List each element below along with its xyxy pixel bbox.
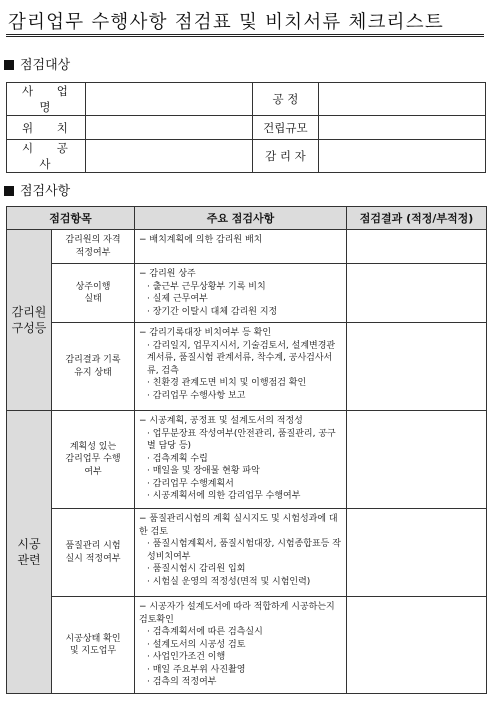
page-title: 감리업무 수행사항 점검표 및 비치서류 체크리스트 — [8, 12, 444, 33]
check-point: · 출근부 근무상황부 기록 비치 — [147, 281, 266, 292]
result-cell[interactable] — [347, 411, 487, 509]
check-table — [6, 206, 487, 694]
check-point: · 친환경 관계도면 비치 및 이행점검 확인 — [147, 378, 307, 388]
title-bar — [6, 6, 484, 37]
table-row — [7, 323, 487, 411]
table-row — [7, 597, 487, 694]
check-item-cell: 상주이행 실태 — [52, 264, 135, 323]
table-row — [7, 83, 486, 116]
main-points-cell — [135, 230, 347, 264]
value-cell-contractor[interactable] — [85, 140, 252, 173]
check-point: · 검측계획 수립 — [147, 453, 208, 464]
main-points-cell — [135, 411, 347, 509]
check-point: · 감리일지, 업무지시서, 기술검토서, 설계변경관계서류, 품질시험 관계서류, 착수계, 공사검사서류, 검측 — [147, 340, 336, 376]
header-check-item: 점검항목 — [7, 207, 135, 230]
check-point: · 품질시험시 감리원 입회 — [147, 564, 246, 574]
label-cell: 감 리 자 — [252, 140, 319, 173]
result-cell[interactable] — [347, 323, 487, 411]
section-heading-target — [4, 54, 70, 73]
result-cell[interactable] — [347, 230, 487, 264]
check-point: · 검측의 적정여부 — [147, 677, 217, 687]
result-cell[interactable] — [347, 264, 487, 323]
section-title: 점검대상 — [20, 58, 71, 73]
check-point: · 실제 근무여부 — [147, 294, 208, 304]
check-item-cell: 감리결과 기록 유지 상태 — [52, 323, 135, 411]
check-point: · 감리업무 수행계획서 — [147, 478, 234, 489]
check-point: · 감리업무 수행사항 보고 — [147, 390, 246, 401]
check-point: · 설계도서의 시공성 검토 — [147, 639, 246, 650]
check-item-cell: 품질관리 시험 실시 적정여부 — [52, 509, 135, 597]
result-cell[interactable] — [347, 509, 487, 597]
check-point: · 매일을 및 장애물 현황 파악 — [147, 466, 260, 476]
header-row — [7, 207, 487, 230]
check-point: · 매일 주요부위 사진촬영 — [147, 664, 246, 675]
value-cell-scale[interactable] — [319, 116, 486, 140]
check-item-cell: 감리원의 자격 적정여부 — [52, 230, 135, 264]
check-point: − 감리원 상주 — [139, 269, 196, 279]
header-main-points: 주요 점검사항 — [135, 207, 347, 230]
category-cell: 감리원 구성등 — [7, 230, 52, 411]
check-point: − 배치계획에 의한 감리원 배치 — [139, 235, 263, 245]
check-point: · 업무분장표 작성여부(안전관리, 품질관리, 공구별 담당 등) — [147, 428, 336, 451]
check-point: − 감리기록대장 비치여부 등 확인 — [139, 328, 272, 338]
table-row — [7, 116, 486, 140]
main-points-cell — [135, 264, 347, 323]
check-point: · 사업인가조건 이행 — [147, 652, 226, 662]
value-cell-project[interactable] — [85, 83, 252, 116]
header-result: 점검결과 (적정/부적정) — [347, 207, 487, 230]
square-bullet-icon — [4, 186, 14, 196]
label-cell: 시 공 사 — [7, 140, 86, 173]
section-heading-check — [4, 180, 70, 199]
main-points-cell — [135, 597, 347, 694]
value-cell-location[interactable] — [85, 116, 252, 140]
check-point: · 시공계획서에 의한 감리업무 수행여부 — [147, 491, 301, 501]
check-point: − 시공자가 설계도서에 따라 적합하게 시공하는지 검토확인 — [139, 602, 335, 625]
check-item-cell: 계획성 있는 감리업무 수행 여부 — [52, 411, 135, 509]
table-row — [7, 230, 487, 264]
table-row — [7, 140, 486, 173]
check-point: · 장기간 이탈시 대체 감리원 지정 — [147, 306, 278, 317]
value-cell-process[interactable] — [319, 83, 486, 116]
target-table — [6, 82, 486, 173]
check-point: · 검측계획서에 따른 검측실시 — [147, 627, 263, 637]
label-cell: 건립규모 — [252, 116, 319, 140]
square-bullet-icon — [4, 60, 14, 70]
label-cell: 사 업 명 — [7, 83, 86, 116]
check-point: − 시공계획, 공정표 및 설계도서의 적정성 — [139, 416, 303, 426]
table-row — [7, 264, 487, 323]
section-title: 점검사항 — [20, 184, 71, 199]
label-cell: 위 치 — [7, 116, 86, 140]
category-cell: 시공 관련 — [7, 411, 52, 694]
table-row — [7, 411, 487, 509]
value-cell-supervisor[interactable] — [319, 140, 486, 173]
check-point: · 시험실 운영의 적정성(면적 및 시험인력) — [147, 576, 311, 587]
main-points-cell — [135, 323, 347, 411]
label-cell: 공 정 — [252, 83, 319, 116]
table-row — [7, 509, 487, 597]
main-points-cell — [135, 509, 347, 597]
check-point: · 품질시험계획서, 품질시험대장, 시험종합표등 작성비치여부 — [147, 539, 341, 562]
result-cell[interactable] — [347, 597, 487, 694]
check-item-cell: 시공상태 확인 및 지도업무 — [52, 597, 135, 694]
check-point: − 품질관리시험의 계획 실시지도 및 시험성과에 대한 검토 — [139, 514, 338, 537]
